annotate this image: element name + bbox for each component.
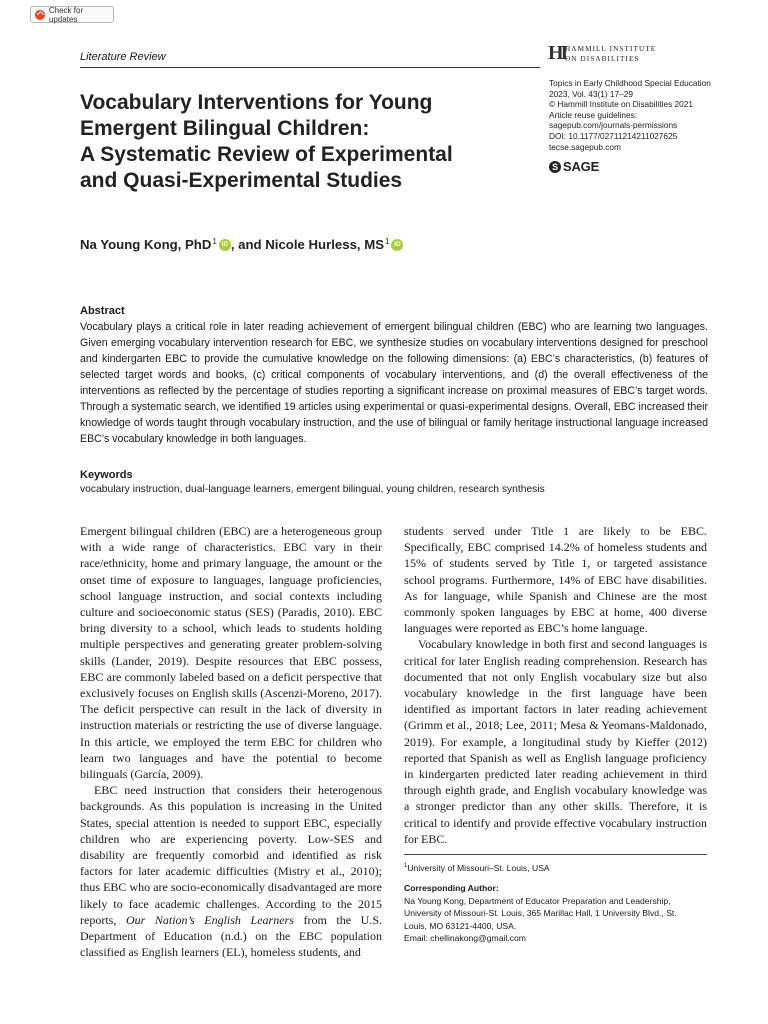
corresponding-line: Louis, MO 63121-4400, USA. [404, 920, 517, 931]
body-column-right [404, 523, 707, 847]
journal-name: Topics in Early Childhood Special Education [549, 78, 711, 88]
affiliation-footnote [404, 861, 707, 874]
publisher-logo [548, 42, 748, 66]
check-for-updates-button[interactable] [30, 6, 114, 23]
corresponding-line: University of Missouri-St. Louis, 365 Marillac Hall, 1 University Blvd., St. [404, 908, 677, 918]
paragraph-text: from the U.S. Department of Education (n.d.) on the EBC population classified as English learners (EL), homeless students, and [80, 912, 383, 960]
report-title: Our Nation’s English Learners [125, 912, 294, 927]
sage-logo [549, 159, 599, 174]
affiliation-marker: 1 [385, 237, 390, 246]
article-title [80, 90, 520, 194]
section-label: Literature Review [80, 51, 166, 63]
sage-s-icon: S [549, 161, 561, 173]
check-for-updates-label: Check for updates [48, 5, 84, 24]
hammill-monogram-icon: HI [548, 42, 566, 64]
keywords-text: vocabulary instruction, dual-language learners, emergent bilingual, young children, research synthesis [80, 484, 545, 495]
publisher-logo-line2: ON DISABILITIES [565, 55, 640, 63]
body-column-left [80, 523, 382, 960]
paragraph-text: EBC need instruction that considers their heterogenous backgrounds. As this population is increasing in the United States, special attention is needed to support EBC, especially children who are experiencing poverty. Low-SES and disability are frequently comorbid and identified as risk factors for later academic difficulties (Mistry et al., 2010); thus EBC who are socio-economically disadvantaged are more likely to face academic challenges. According to the 2015 reports, [80, 783, 382, 927]
author-name: Na Young Kong, PhD [80, 237, 212, 252]
author-connector: , and [230, 237, 266, 252]
reuse-label: Article reuse guidelines: [549, 109, 638, 120]
crossmark-icon [35, 10, 45, 20]
body-paragraph [80, 782, 382, 960]
abstract-text: Vocabulary plays a critical role in later reading achievement of emergent bilingual children (EBC) who are learning two languages. Given emerging vocabulary intervention research for EBC, we synthesize studies on vocabulary interventions designed for preschool and kindergarten EBC to provide the cumulative knowledge on the following dimensions: (a) EBC’s characteristics, (b) features of selected target words and books, (c) critical components of vocabulary interventions, and (d) the overall effectiveness of the interventions as reflected by the percentage of studies reporting a significant increase on proximal measures of EBC’s target words. Through a systematic search, we identified 19 articles using experimental or quasi-experimental designs. Overall, EBC increased their knowledge of words taught through vocabulary instruction, and the use of bilingual or family heritage instructional language increased EBC’s vocabulary knowledge in both languages. [80, 321, 708, 445]
keywords-heading: Keywords [80, 469, 133, 481]
author-list [80, 237, 403, 252]
sage-wordmark: SAGE [563, 159, 600, 174]
body-paragraph: Vocabulary knowledge in both first and second languages is critical for later English reading comprehension. Research has documented that not only English vocabulary size but also vocabulary knowledge in the first language have been identified as important factors in later reading achievement (Grimm et al., 2018; Lee, 2011; Mesa & Yeomans-Maldonado, 2019). For example, a longitudinal study by Kieffer (2012) reported that Spanish as well as English language proficiency in kindergarten predicted later reading achievement in third through eighth grade, and English vocabulary knowledge was a stronger predictor than any other skills. Therefore, it is critical to identify and provide effective vocabulary instruction for EBC. [404, 637, 707, 846]
orcid-icon[interactable]: iD [391, 239, 403, 251]
title-line: A Systematic Review of Experimental [80, 143, 453, 166]
keywords-section [80, 469, 708, 498]
abstract-heading: Abstract [80, 305, 125, 317]
body-paragraph: Emergent bilingual children (EBC) are a heterogeneous group with a wide range of characteristics. EBC vary in their race/ethnicity, home and primary language, the amount or the onset time of exposure to languages, language proficiencies, school language instruction, and social contexts including culture and socioeconomic status (SES) (Paradis, 2010). EBC bring diversity to a school, which leads to students holding multiple perspectives and generating greater problem-solving skills (Lander, 2019). Despite resources that EBC possess, EBC are commonly labeled based on a deficit perspective that exclusively focuses on English skills (Ascenzi-Moreno, 2017). The deficit perspective can result in the lack of diversity in instruction materials or restricting the use of diverse language. In this article, we employed the term EBC for children who learn two languages and have the potential to become bilinguals (García, 2009). [80, 524, 382, 782]
title-line: Emergent Bilingual Children: [80, 117, 370, 140]
corresponding-author [404, 882, 707, 945]
header-divider [80, 67, 540, 68]
journal-metadata [549, 78, 749, 152]
copyright: © Hammill Institute on Disabilities 2021 [549, 99, 693, 110]
publisher-logo-line1: HAMMILL INSTITUTE [565, 45, 657, 53]
corresponding-author-label: Corresponding Author: [404, 883, 499, 893]
abstract-section [80, 305, 708, 447]
body-paragraph: students served under Title 1 are likely to be EBC. Specifically, EBC comprised 14.2% of homeless students and 15% of students served by Title 1, or targeted assistance school programs. Furthermore, 14% of EBC have disabilities. As for language, while Spanish and Chinese are the most commonly spoken languages by EBC at home, 400 diverse languages were reported as EBC’s home language. [404, 524, 707, 636]
title-line: Vocabulary Interventions for Young [80, 91, 433, 114]
affiliation-text: University of Missouri–St. Louis, USA [407, 862, 550, 873]
journal-site-link[interactable]: tecse.sagepub.com [549, 141, 621, 152]
affiliation-marker: 1 [404, 863, 408, 869]
footnote-divider [404, 854, 707, 855]
email-link[interactable]: Email: chellinakong@gmail.com [404, 933, 526, 943]
author-name: Nicole Hurless, MS [265, 237, 385, 252]
affiliation-marker: 1 [212, 237, 217, 246]
journal-volume: 2023, Vol. 43(1) 17–29 [549, 88, 633, 99]
doi-link[interactable]: DOI: 10.1177/02711214211027625 [549, 130, 678, 141]
permissions-link[interactable]: sagepub.com/journals-permissions [549, 120, 678, 131]
orcid-icon[interactable]: iD [219, 239, 231, 251]
corresponding-line: Na Young Kong, Department of Educator Preparation and Leadership, [404, 895, 671, 906]
title-line: and Quasi-Experimental Studies [80, 169, 403, 192]
